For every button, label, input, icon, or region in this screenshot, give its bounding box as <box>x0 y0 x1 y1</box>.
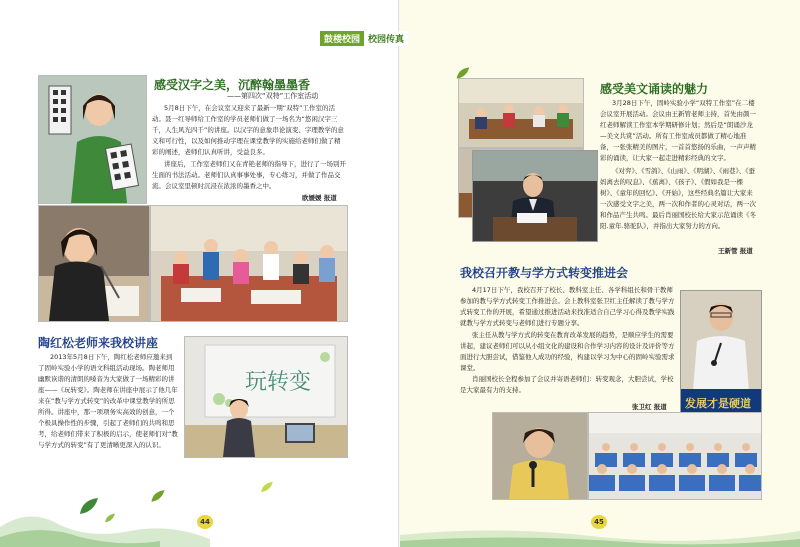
leaf-icon <box>104 512 116 524</box>
article2-paragraph-1: 2013年5月8日下午，陶红松老师应邀来到了固岭实验小学的语文科组活动现场。陶老师用幽默诙谐的清朗的嗓音为大家做了一场精彩的讲座——《玩转变》。陶老师在讲座中展示了他几年来在“教与学方式转变”的改革中课堂教学的所思所得。讲座中，那一项项务实高效的创意，一个个极具操作性的步骤，引起了老师们的共鸣和思考，给老师们带来了积极的启示，使老师们对“教与学方式的转变”有了更清晰更深入的认识。 <box>38 353 178 449</box>
article1-paragraph-1: 5月8日下午，在会议室又迎来了最新一期“双特”工作室的活动。聂一红导师给工作室的学员老师们做了一场名为“悠闲汉字三千，人生风光四千”的讲座。以汉字的意象串论演变、字理教学的意义和可行性，以及如何推动字理在课堂教学的实施给老师们做了精彩的阐述，老师们认真听讲，受益良多。 <box>152 104 344 156</box>
photo-speaker-microphone <box>680 290 762 416</box>
right-article2-title: 我校召开教与学方式转变推进会 <box>460 266 629 280</box>
article2-title: 陶红松老师来我校讲座 <box>38 336 159 350</box>
photo-principal-reading <box>472 150 598 242</box>
section-tag <box>320 30 408 46</box>
slide-text: 玩转变 <box>245 370 312 395</box>
photo-teacher-holding-characters <box>38 75 147 204</box>
right-article2-paragraph-3: 肖丽国校长全程参加了会议并寄语老师们：转变观念，大胆尝试，学校是大家最有力的支持。 <box>460 375 674 394</box>
right-article2-paragraph-1: 4月17日下午，我校召开了校长、教科室主任、各学科组长和骨干教师参加的教与学方式转变工作推进会。会上教科室张卫红主任解读了教与学方式转变工作的开展，希望通过推进活动来找准适合自己学习心得及教学实践就教与学方式转变与老师们进行专题分享。 <box>460 286 675 327</box>
page-number-right: 45 <box>591 515 607 529</box>
photo-lecture-speaker <box>184 336 348 458</box>
bottom-wave-decoration <box>400 517 800 547</box>
right-article2-paragraph-2: 张主任从教与学方式的转变在教育改革发展的趋势，是顺应学生的需要讲起，建议老师们可以从小组文化的建设和合作学习内容的设计及评价等方面进行大胆尝试，借鉴他人成功的经验，构建以学习为中心的固岭实验需求课堂。 <box>460 331 675 372</box>
photo-teachers-writing-group <box>150 205 348 322</box>
article1-paragraph-2: 讲座后，工作室老师们又在青艳老师的指导下，进行了一场别开生面的书法活动。老师们认真事事处事，专心练习，并做了作品交流。会议室里顿时沉浸在浓浓的墨香之中。 <box>152 160 346 190</box>
article1-subtitle: ——第四次“双特”工作室活动 <box>227 92 319 100</box>
grass-decoration <box>0 487 400 547</box>
article1-title: 感受汉字之美，沉醉翰墨墨香 <box>154 78 311 92</box>
leaf-icon <box>260 480 274 494</box>
photo-meeting-room <box>458 78 584 148</box>
page-number-left: 44 <box>197 515 213 529</box>
photo-audience-hall <box>588 412 762 500</box>
leaf-icon <box>78 496 100 516</box>
section-tag-primary: 鼓楼校园 <box>320 31 364 46</box>
right-page <box>324 0 800 547</box>
article1-byline: 欧媛媛 报道 <box>302 194 337 202</box>
right-article1-byline: 王新管 报道 <box>718 247 753 255</box>
photo-woman-with-microphone <box>492 412 588 500</box>
right-article1-paragraph-1: 3月28日下午，固岭实验小学“双特工作室”在二楼会议室开展活动。会议由王新管老师主持，首先由颜一红老师解读工作室本学期研修计划；然后是“朗诵沙龙—美文共赏”活动。所有工作室成员都做了精心地准备，一张张精美的图片，一首首悠扬的乐曲，一声声精彩的诵读，让大家一起走进精彩经典的文字。 <box>600 99 756 162</box>
banner-text: 发展才是硬道 <box>685 397 751 410</box>
leaf-icon <box>150 488 166 504</box>
right-article1-title: 感受美文诵读的魅力 <box>600 82 709 96</box>
right-article2-byline: 张卫红 报道 <box>632 403 667 411</box>
right-article1-paragraph-2: 《对弈》、《雪鸽》、《山雨》、《明湖》、《雨巷》、《蚕妈离去的叹息》、《蕉离》、《孩子》、《假如我是一棵树》、《童年的回忆》、《开始》，这些经典名篇让大家来一次感受文字之美，两一次和作者的心灵对话，两一次和作品产生共鸣。最后肖丽国校长给大家示范诵读《冬阳.童年.骆驼队》，并指出大家努力的方向。 <box>600 167 756 230</box>
section-tag-secondary: 校园传真 <box>364 31 408 46</box>
photo-calligraphy-practice <box>38 205 150 322</box>
